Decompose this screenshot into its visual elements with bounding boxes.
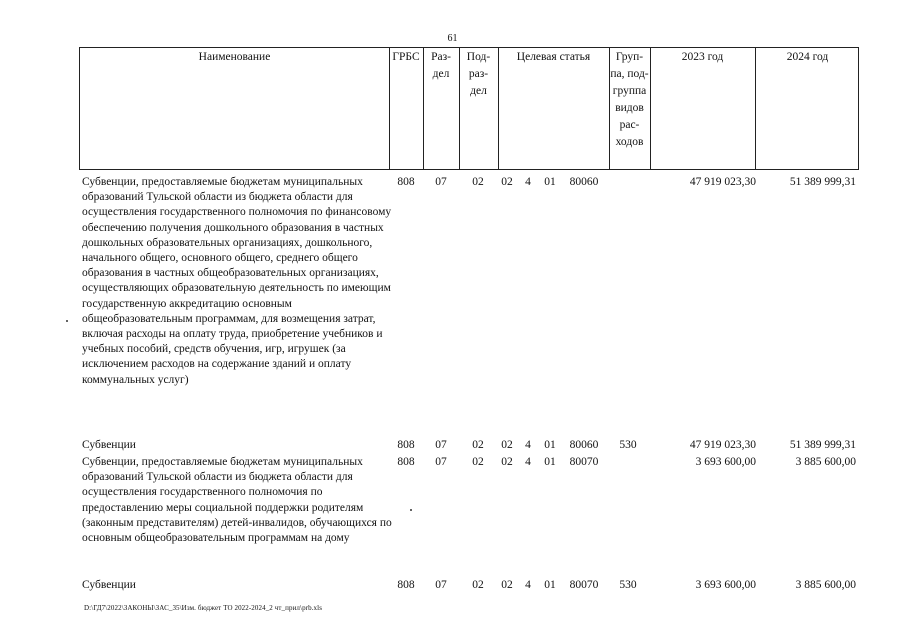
row-target-type: 4 (525, 456, 531, 468)
header-name: Наименование (198, 51, 271, 63)
header-grbs: ГРБС (392, 51, 420, 63)
header-podrazdel-line: раз- (468, 68, 489, 80)
header-group-line: па, под- (610, 68, 649, 80)
row-amount-2023: 3 693 600,00 (695, 456, 756, 468)
row-group: 530 (619, 439, 637, 451)
header-razdel (423, 49, 459, 83)
header-target: Целевая статья (516, 51, 591, 63)
row-razdel: 07 (435, 439, 447, 451)
header-2023: 2023 год (681, 51, 724, 63)
header-group-line: Груп- (615, 51, 644, 63)
header-group-line: ходов (615, 136, 644, 148)
row-target-direction: 80060 (569, 176, 599, 188)
row-target-direction: 80060 (569, 439, 599, 451)
row-target-subprogram: 01 (544, 439, 556, 451)
row-name: Субвенции, предоставляемые бюджетам муниципальных образований Тульской области из бюджета области для осуществления государственного полномочия по предоставлению меры социальной поддержки родителям (законным представителям) детей-инвалидов, обучающихся по основным общеобразовательным программам на дому (82, 456, 392, 545)
scan-speck (66, 320, 68, 322)
row-amount-2024: 3 885 600,00 (795, 579, 856, 591)
row-grbs: 808 (397, 579, 415, 591)
scan-speck (410, 509, 412, 511)
row-target-direction: 80070 (569, 456, 599, 468)
header-podrazdel-line: Под- (466, 51, 491, 63)
row-podrazdel: 02 (472, 439, 484, 451)
row-grbs: 808 (397, 176, 415, 188)
table-header (79, 47, 859, 170)
header-podrazdel (459, 49, 498, 100)
row-amount-2023: 47 919 023,30 (689, 176, 756, 188)
header-razdel-line: дел (432, 68, 450, 80)
row-podrazdel: 02 (472, 176, 484, 188)
row-grbs: 808 (397, 439, 415, 451)
header-group-line: рас- (619, 119, 640, 131)
file-path-footer: D:\ГД7\2022\ЗАКОНЫ\ЗАС_35\Изм. бюджет ТО 2022-2024_2 чт_прил\prb.xls (84, 604, 323, 612)
row-podrazdel: 02 (472, 456, 484, 468)
row-razdel: 07 (435, 579, 447, 591)
row-target-subprogram: 01 (544, 176, 556, 188)
row-amount-2024: 51 389 999,31 (789, 176, 856, 188)
header-group (609, 49, 650, 151)
row-target-type: 4 (525, 579, 531, 591)
header-2024: 2024 год (786, 51, 829, 63)
row-target-program: 02 (501, 176, 513, 188)
page-number: 61 (447, 33, 458, 44)
row-target-subprogram: 01 (544, 456, 556, 468)
row-target-program: 02 (501, 579, 513, 591)
row-target-type: 4 (525, 176, 531, 188)
row-amount-2024: 3 885 600,00 (795, 456, 856, 468)
row-razdel: 07 (435, 456, 447, 468)
row-grbs: 808 (397, 456, 415, 468)
row-target-program: 02 (501, 439, 513, 451)
row-target-type: 4 (525, 439, 531, 451)
row-podrazdel: 02 (472, 579, 484, 591)
row-amount-2023: 47 919 023,30 (689, 439, 756, 451)
row-name: Субвенции, предоставляемые бюджетам муниципальных образований Тульской области из бюджета области для осуществления государственного полномочия по финансовому обеспечению получения дошкольного образования в частных дошкольных образовательных организациях, дошкольного, начального общего, основного общего, среднего общего образования в частных общеобразовательных организациях, осуществляющих образовательную деятельность по имеющим государственную аккредитацию основным общеобразовательным программам, для возмещения затрат, включая расходы на оплату труда, приобретение учебников и учебных пособий, средств обучения, игр, игрушек (за исключением расходов на содержание зданий и оплату коммунальных услуг) (82, 176, 392, 386)
row-target-direction: 80070 (569, 579, 599, 591)
row-razdel: 07 (435, 176, 447, 188)
row-name: Субвенции (82, 439, 136, 451)
row-name: Субвенции (82, 579, 136, 591)
row-group: 530 (619, 579, 637, 591)
header-podrazdel-line: дел (470, 85, 487, 97)
header-razdel-line: Раз- (431, 51, 451, 63)
row-target-program: 02 (501, 456, 513, 468)
header-group-line: группа (612, 85, 647, 97)
row-amount-2024: 51 389 999,31 (789, 439, 856, 451)
row-target-subprogram: 01 (544, 579, 556, 591)
header-group-line: видов (615, 102, 644, 114)
row-amount-2023: 3 693 600,00 (695, 579, 756, 591)
